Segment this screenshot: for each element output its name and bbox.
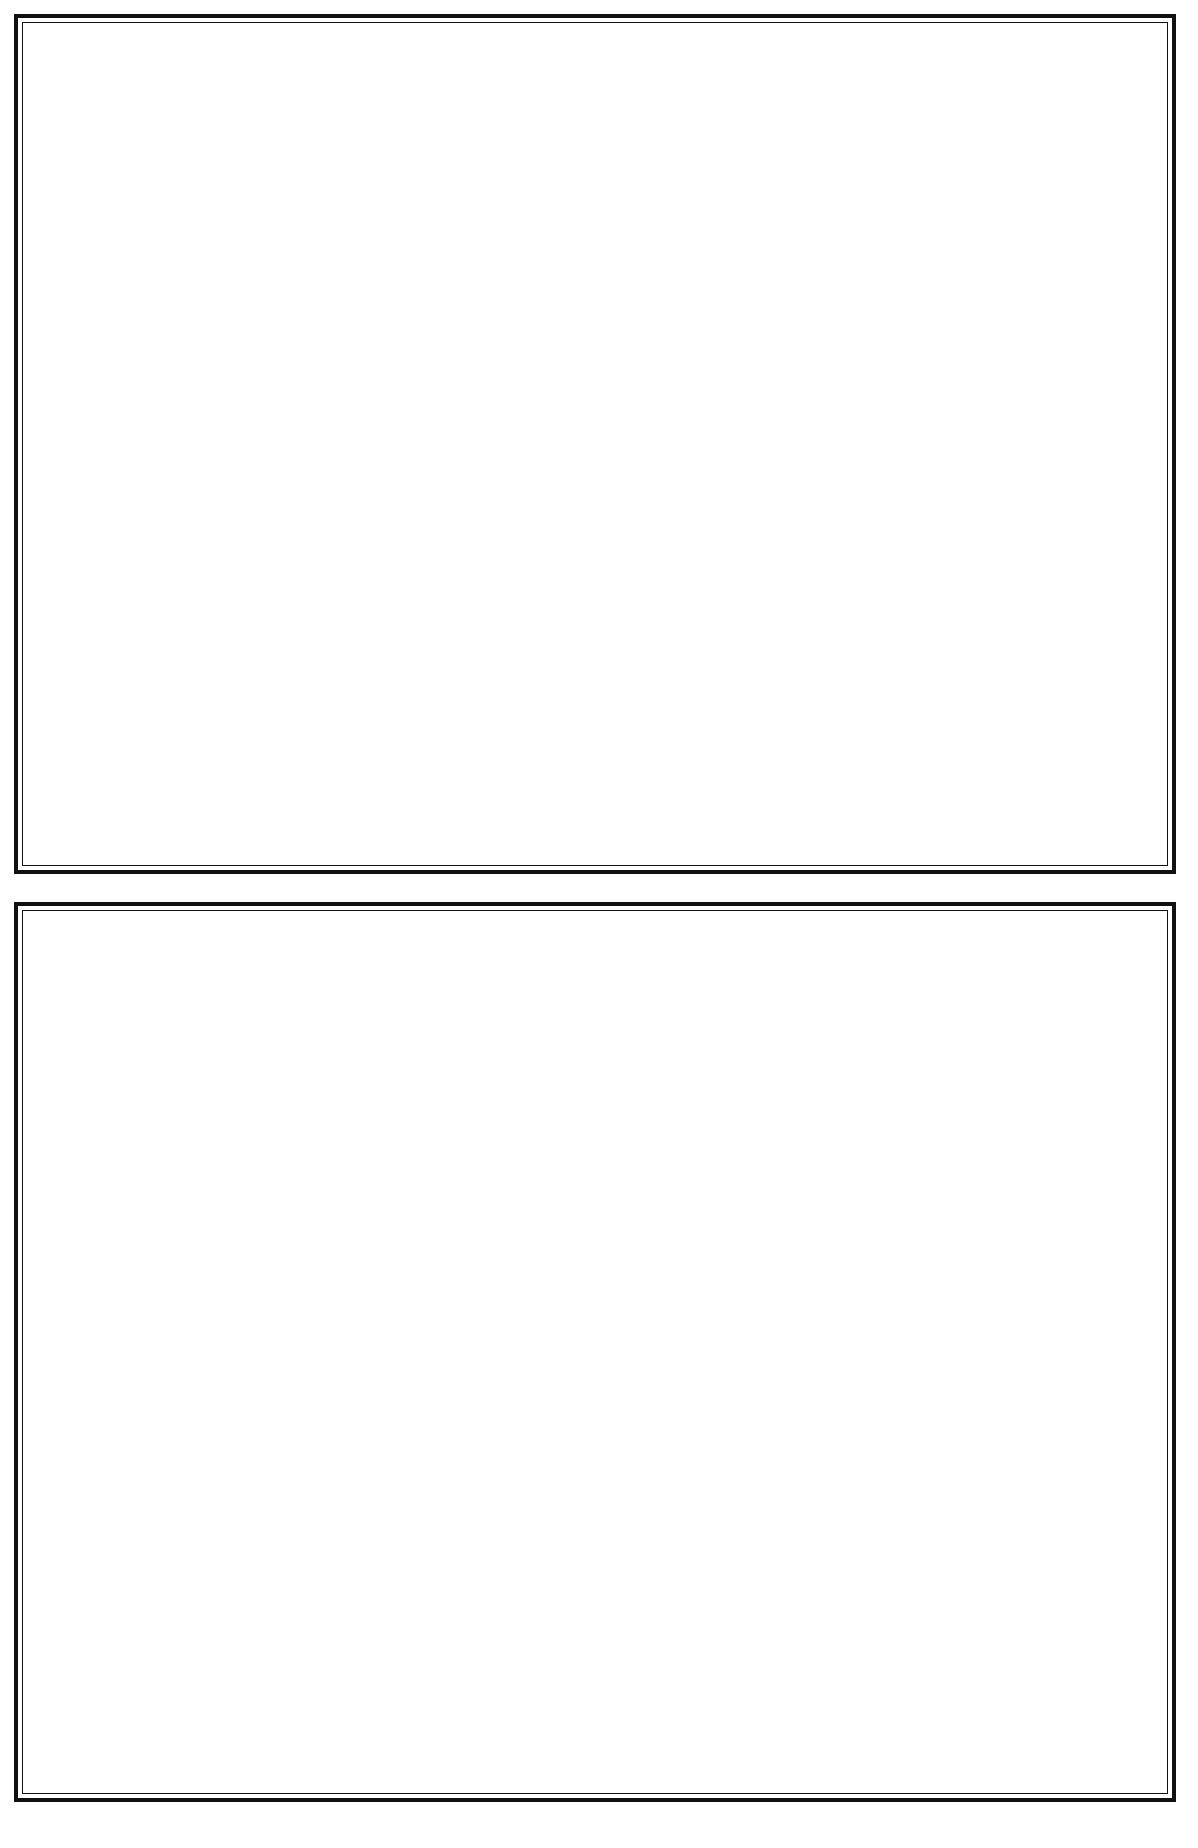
bottom-text-columns [30,918,1160,1786]
bottom-page-frame [14,902,1176,1802]
top-page-frame [14,14,1176,874]
top-text-columns [30,30,1160,858]
